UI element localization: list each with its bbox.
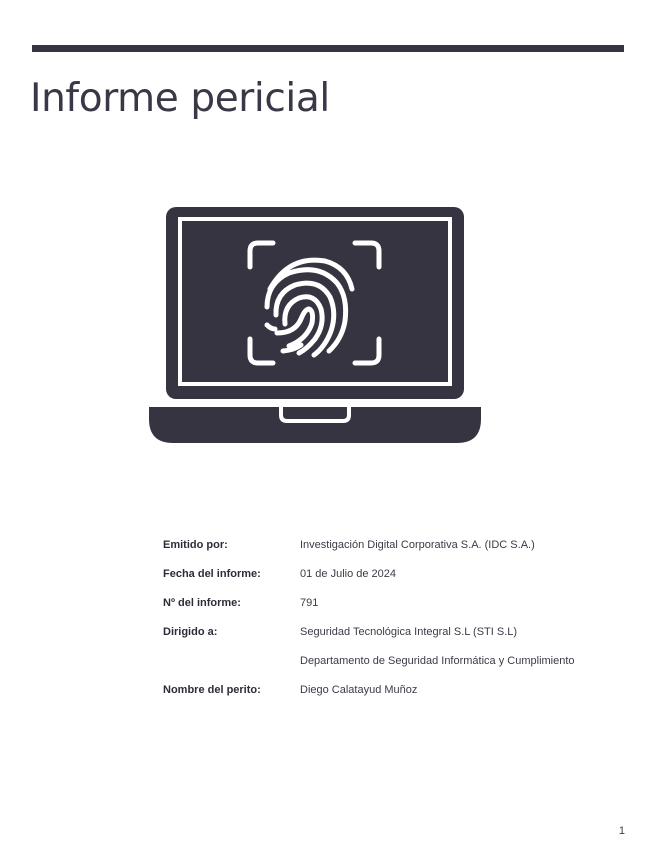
meta-label: Emitido por: <box>163 538 228 551</box>
laptop-fingerprint-icon <box>149 205 481 447</box>
meta-row-issuer <box>163 530 623 559</box>
meta-value: Seguridad Tecnológica Integral S.L (STI S.L) <box>300 625 518 638</box>
meta-value: Diego Calatayud Muñoz <box>300 683 418 696</box>
page-number: 1 <box>618 825 625 837</box>
meta-label: Nombre del perito: <box>163 683 261 696</box>
meta-row-department <box>163 646 623 675</box>
document-title: Informe pericial <box>30 76 330 121</box>
meta-row-addressee <box>163 617 623 646</box>
meta-row-date <box>163 559 623 588</box>
meta-value: 791 <box>300 596 319 609</box>
meta-label: Fecha del informe: <box>163 567 261 580</box>
meta-value: Departamento de Seguridad Informática y Cumplimiento <box>300 654 575 667</box>
meta-row-report-number <box>163 588 623 617</box>
report-metadata <box>163 530 623 704</box>
meta-label: Nº del informe: <box>163 596 241 609</box>
meta-value: 01 de Julio de 2024 <box>300 567 397 580</box>
top-rule <box>32 45 624 52</box>
meta-value: Investigación Digital Corporativa S.A. (IDC S.A.) <box>300 538 535 551</box>
laptop-base <box>149 407 481 443</box>
meta-row-expert <box>163 675 623 704</box>
meta-label: Dirigido a: <box>163 625 218 638</box>
